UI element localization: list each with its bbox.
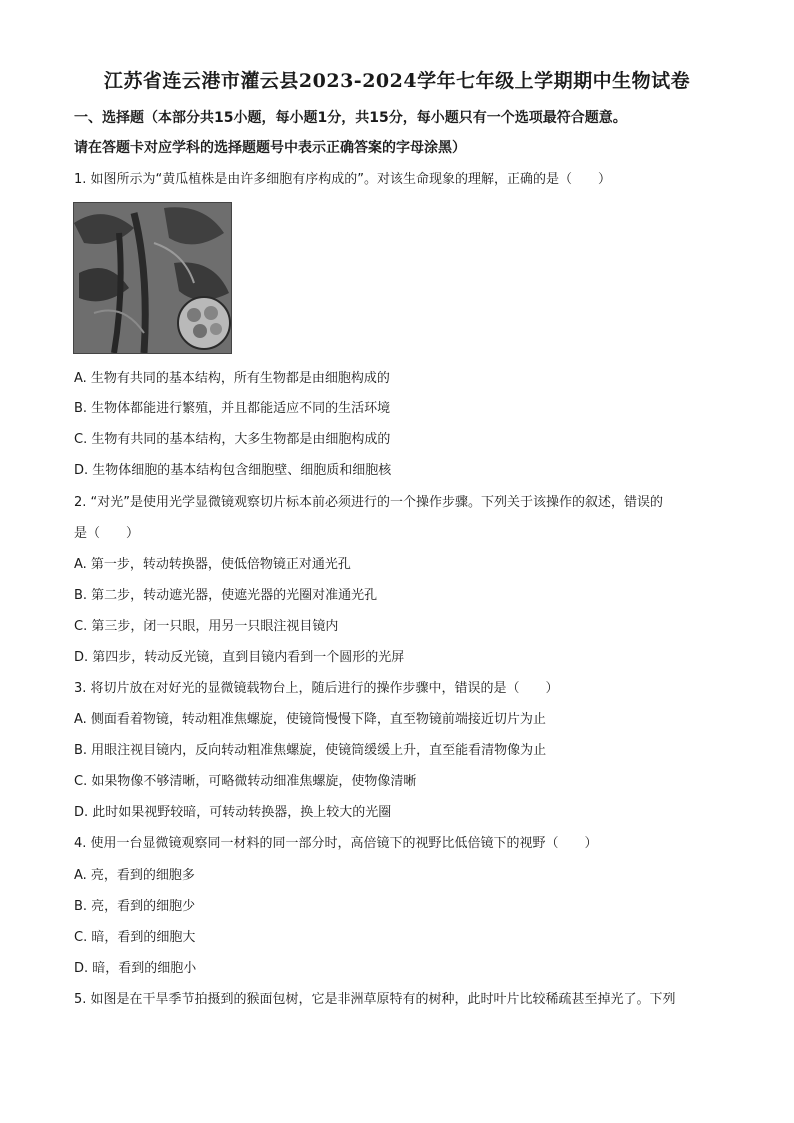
section-heading-line2: 请在答题卡对应学科的选择题题号中表示正确答案的字母涂黑） [74, 140, 466, 156]
question-1-option-d: D. 生物体细胞的基本结构包含细胞壁、细胞质和细胞核 [74, 463, 392, 478]
question-3-stem: 3. 将切片放在对好光的显微镜载物台上，随后进行的操作步骤中，错误的是（ ） [74, 681, 559, 696]
question-1-stem: 1. 如图所示为“黄瓜植株是由许多细胞有序构成的”。对该生命现象的理解，正确的是（ ） [74, 172, 612, 187]
question-4-option-b: B. 亮，看到的细胞少 [74, 899, 196, 914]
question-2-option-c: C. 第三步，闭一只眼，用另一只眼注视目镜内 [74, 619, 339, 634]
exam-title: 江苏省连云港市灌云县2023-2024学年七年级上学期期中生物试卷 [103, 70, 691, 92]
question-4-stem: 4. 使用一台显微镜观察同一材料的同一部分时，高倍镜下的视野比低倍镜下的视野（ ） [74, 836, 598, 851]
question-4-option-d: D. 暗，看到的细胞小 [74, 961, 197, 976]
question-5-stem: 5. 如图是在干旱季节拍摄到的猴面包树，它是非洲草原特有的树种，此时叶片比较稀疏甚至掉光了。下列 [74, 992, 676, 1007]
cucumber-plant-illustration [74, 203, 231, 353]
question-1-option-a: A. 生物有共同的基本结构，所有生物都是由细胞构成的 [74, 371, 390, 386]
question-1-option-c: C. 生物有共同的基本结构，大多生物都是由细胞构成的 [74, 432, 391, 447]
question-1-option-b: B. 生物体都能进行繁殖，并且都能适应不同的生活环境 [74, 401, 391, 416]
question-3-option-a: A. 侧面看着物镜，转动粗准焦螺旋，使镜筒慢慢下降，直至物镜前端接近切片为止 [74, 712, 546, 727]
question-4-option-c: C. 暗，看到的细胞大 [74, 930, 196, 945]
question-3-option-d: D. 此时如果视野较暗，可转动转换器，换上较大的光圈 [74, 805, 392, 820]
cucumber-plant-photo [73, 202, 232, 354]
question-4-option-a: A. 亮，看到的细胞多 [74, 868, 195, 883]
question-3-option-c: C. 如果物像不够清晰，可略微转动细准焦螺旋，使物像清晰 [74, 774, 417, 789]
question-2-option-b: B. 第二步，转动遮光器，使遮光器的光圈对准通光孔 [74, 588, 378, 603]
question-3-option-b: B. 用眼注视目镜内，反向转动粗准焦螺旋，使镜筒缓缓上升，直至能看清物像为止 [74, 743, 547, 758]
question-2-stem-line2: 是（ ） [74, 526, 140, 541]
question-2-option-d: D. 第四步，转动反光镜，直到目镜内看到一个圆形的光屏 [74, 650, 405, 665]
question-2-option-a: A. 第一步，转动转换器，使低倍物镜正对通光孔 [74, 557, 351, 572]
question-2-stem-line1: 2. “对光”是使用光学显微镜观察切片标本前必须进行的一个操作步骤。下列关于该操作的叙述，错误的 [74, 495, 664, 510]
section-heading-line1: 一、选择题（本部分共15小题，每小题1分，共15分，每小题只有一个选项最符合题意。 [74, 110, 627, 126]
